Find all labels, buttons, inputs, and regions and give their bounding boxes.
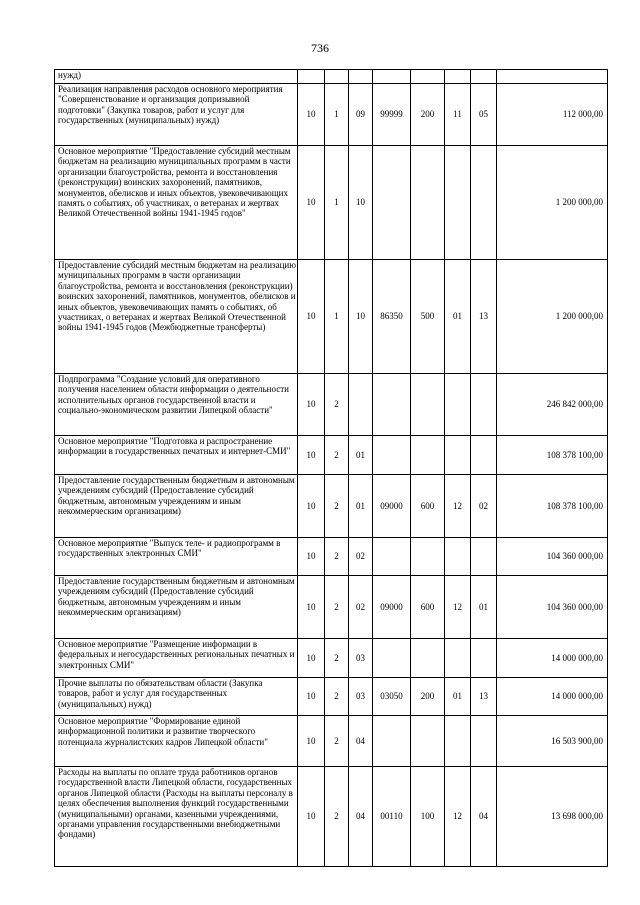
row-code-5 [411, 70, 445, 84]
row-code-3: 09 [349, 84, 373, 146]
row-code-3: 10 [349, 146, 373, 260]
row-code-2: 2 [325, 538, 349, 576]
row-code-5 [411, 436, 445, 475]
row-code-7 [471, 639, 497, 678]
row-code-6: 12 [445, 475, 471, 538]
table-row [55, 538, 608, 576]
row-code-2: 2 [325, 767, 349, 867]
row-code-3: 01 [349, 436, 373, 475]
row-amount: 14 000 000,00 [497, 678, 608, 716]
table-row [55, 374, 608, 436]
row-code-1: 10 [298, 436, 325, 475]
row-amount: 246 842 000,00 [497, 374, 608, 436]
row-code-1: 10 [298, 260, 325, 374]
row-code-2: 2 [325, 374, 349, 436]
row-code-5: 600 [411, 475, 445, 538]
row-code-4 [373, 716, 411, 767]
table-row [55, 716, 608, 767]
row-code-6 [445, 716, 471, 767]
row-name: Предоставление государственным бюджетным и автономным учреждениям субсидий (Предоставление субсидий бюджетным, автономным учреждениям и иным некоммерческим организациям) [55, 475, 298, 538]
row-code-4 [373, 436, 411, 475]
row-amount: 104 360 000,00 [497, 538, 608, 576]
row-code-3: 04 [349, 767, 373, 867]
row-code-2: 1 [325, 84, 349, 146]
table-row [55, 70, 608, 84]
row-code-5: 600 [411, 576, 445, 639]
row-name: Основное мероприятие "Подготовка и распространение информации в государственных печатных и интернет-СМИ" [55, 436, 298, 475]
row-code-5: 200 [411, 84, 445, 146]
row-amount: 13 698 000,00 [497, 767, 608, 867]
row-amount: 1 200 000,00 [497, 260, 608, 374]
row-code-7 [471, 538, 497, 576]
row-code-1: 10 [298, 374, 325, 436]
row-code-1: 10 [298, 716, 325, 767]
table-row [55, 576, 608, 639]
row-code-3: 01 [349, 475, 373, 538]
row-code-5 [411, 538, 445, 576]
row-code-7: 04 [471, 767, 497, 867]
table-row [55, 678, 608, 716]
row-code-7 [471, 716, 497, 767]
row-code-5: 100 [411, 767, 445, 867]
row-code-6 [445, 374, 471, 436]
row-name: Прочие выплаты по обязательствам области (Закупка товаров, работ и услуг для государственных (муниципальных) нужд) [55, 678, 298, 716]
row-code-5: 500 [411, 260, 445, 374]
row-code-4: 09000 [373, 576, 411, 639]
row-code-2: 2 [325, 576, 349, 639]
row-code-3: 04 [349, 716, 373, 767]
table-row [55, 639, 608, 678]
row-code-1: 10 [298, 84, 325, 146]
row-code-2: 2 [325, 436, 349, 475]
row-code-6 [445, 639, 471, 678]
row-amount: 104 360 000,00 [497, 576, 608, 639]
row-code-5 [411, 639, 445, 678]
row-code-4: 09000 [373, 475, 411, 538]
table-row [55, 436, 608, 475]
row-code-7 [471, 146, 497, 260]
row-name: Подпрограмма "Создание условий для оперативного получения населением области информации о деятельности исполнительных органов государственной власти и социально-экономическом развитии Липецкой области" [55, 374, 298, 436]
row-name: Предоставление государственным бюджетным и автономным учреждениям субсидий (Предоставление субсидий бюджетным, автономным учреждениям и иным некоммерческим организациям) [55, 576, 298, 639]
row-code-7: 05 [471, 84, 497, 146]
row-code-4 [373, 538, 411, 576]
row-amount: 108 378 100,00 [497, 475, 608, 538]
row-code-7: 01 [471, 576, 497, 639]
row-code-2: 2 [325, 639, 349, 678]
row-amount: 1 200 000,00 [497, 146, 608, 260]
row-name: нужд) [55, 70, 298, 84]
row-code-1: 10 [298, 146, 325, 260]
row-code-4: 86350 [373, 260, 411, 374]
row-code-7: 02 [471, 475, 497, 538]
row-name: Основное мероприятие "Формирование единой информационной политики и развитие творческого потенциала журналистских кадров Липецкой области" [55, 716, 298, 767]
row-amount: 16 503 900,00 [497, 716, 608, 767]
row-code-6 [445, 538, 471, 576]
table-row [55, 84, 608, 146]
row-code-5 [411, 374, 445, 436]
table-row [55, 767, 608, 867]
row-code-2: 2 [325, 678, 349, 716]
table-row [55, 146, 608, 260]
row-code-3: 02 [349, 538, 373, 576]
row-code-5 [411, 716, 445, 767]
row-code-3: 03 [349, 678, 373, 716]
row-code-1 [298, 70, 325, 84]
row-name: Расходы на выплаты по оплате труда работников органов государственной власти Липецкой области, государственных органов Липецкой области (Расходы на выплаты персоналу в целях обеспечения выполнения функций государственными (муниципальными) органами, казенными учреждениями, органами управления государственными внебюджетными фондами) [55, 767, 298, 867]
row-code-4: 03050 [373, 678, 411, 716]
row-amount [497, 70, 608, 84]
row-code-3: 10 [349, 260, 373, 374]
row-code-6: 12 [445, 576, 471, 639]
row-code-3 [349, 374, 373, 436]
row-name: Основное мероприятие "Размещение информации в федеральных и негосударственных региональных печатных и электронных СМИ" [55, 639, 298, 678]
row-code-4: 00110 [373, 767, 411, 867]
budget-table [54, 69, 608, 867]
row-code-2: 1 [325, 260, 349, 374]
row-code-1: 10 [298, 538, 325, 576]
page-number: 736 [311, 41, 329, 55]
row-amount: 112 000,00 [497, 84, 608, 146]
row-code-2: 1 [325, 146, 349, 260]
row-code-7: 13 [471, 678, 497, 716]
row-code-4 [373, 374, 411, 436]
row-code-3: 02 [349, 576, 373, 639]
row-code-7 [471, 70, 497, 84]
row-code-3: 03 [349, 639, 373, 678]
row-amount: 108 378 100,00 [497, 436, 608, 475]
row-code-2: 2 [325, 716, 349, 767]
row-code-7 [471, 374, 497, 436]
row-code-2 [325, 70, 349, 84]
row-code-5: 200 [411, 678, 445, 716]
row-code-2: 2 [325, 475, 349, 538]
row-code-6: 01 [445, 678, 471, 716]
row-code-6 [445, 70, 471, 84]
row-code-1: 10 [298, 767, 325, 867]
row-code-4 [373, 639, 411, 678]
row-code-4 [373, 70, 411, 84]
row-code-6: 12 [445, 767, 471, 867]
row-code-6: 01 [445, 260, 471, 374]
row-code-1: 10 [298, 576, 325, 639]
row-code-5 [411, 146, 445, 260]
row-code-6 [445, 146, 471, 260]
row-name: Основное мероприятие "Выпуск теле- и радиопрограмм в государственных электронных СМИ" [55, 538, 298, 576]
row-name: Реализация направления расходов основного мероприятия "Совершенствование и организация допризывной подготовки" (Закупка товаров, работ и услуг для государственных (муниципальных) нужд) [55, 84, 298, 146]
row-code-7 [471, 436, 497, 475]
row-code-1: 10 [298, 639, 325, 678]
row-code-6: 11 [445, 84, 471, 146]
row-amount: 14 000 000,00 [497, 639, 608, 678]
row-code-4: 99999 [373, 84, 411, 146]
row-code-7: 13 [471, 260, 497, 374]
table-row [55, 475, 608, 538]
row-code-1: 10 [298, 475, 325, 538]
row-code-4 [373, 146, 411, 260]
row-name: Основное мероприятие "Предоставление субсидий местным бюджетам на реализацию муниципальных программ в части организации благоустройства, ремонта и восстановления (реконструкции) воинских захоронений, памятников, монументов, обелисков и иных объектов, увековечивающих память о событиях, об участниках, о ветеранах и жертвах Великой Отечественной войны 1941-1945 годов" [55, 146, 298, 260]
row-code-3 [349, 70, 373, 84]
table-row [55, 260, 608, 374]
row-code-6 [445, 436, 471, 475]
row-name: Предоставление субсидий местным бюджетам на реализацию муниципальных программ в части организации благоустройства, ремонта и восстановления (реконструкции) воинских захоронений, памятников, монументов, обелисков и иных объектов, увековечивающих память о событиях, об участниках, о ветеранах и жертвах Великой Отечественной войны 1941-1945 годов (Межбюджетные трансферты) [55, 260, 298, 374]
row-code-1: 10 [298, 678, 325, 716]
